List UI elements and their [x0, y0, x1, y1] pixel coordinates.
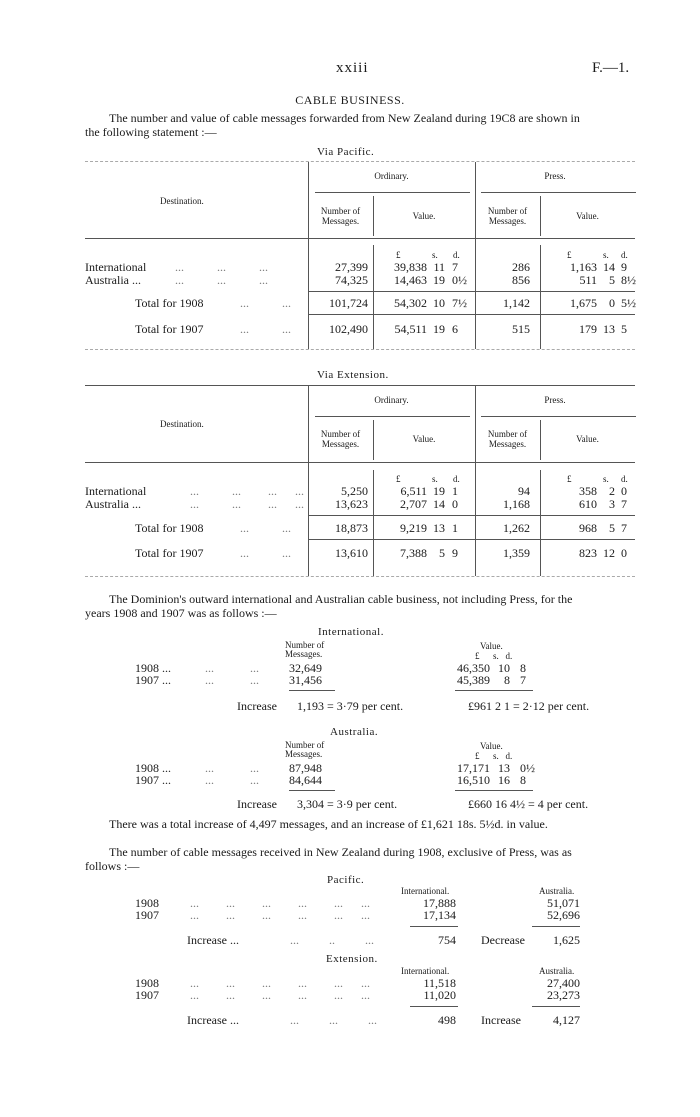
extension-received-heading: Extension.: [326, 953, 378, 965]
press-pence-symbol: d.: [621, 474, 628, 484]
received-line-1: The number of cable messages received in New Zealand during 1908, exclusive of Press, was as: [109, 845, 572, 859]
pacific-received-australia-header: Australia.: [539, 886, 575, 896]
document-reference: F.—1.: [592, 60, 630, 76]
press-pound-symbol: £: [567, 474, 572, 484]
extension-received-increase2-label: Increase: [481, 1013, 521, 1027]
international-increase-value: £961 2 1 = 2·12 per cent.: [468, 699, 590, 713]
ordinary-pound-symbol: £: [396, 474, 401, 484]
ordinary-value-header: Value.: [412, 211, 436, 221]
international-lsd-header: £ s. d.: [475, 651, 513, 661]
press-header: Press.: [544, 171, 566, 181]
australia-increase-value: £660 16 4½ = 4 per cent.: [468, 797, 589, 811]
extension-received-increase-label: Increase ...: [187, 1013, 239, 1027]
ordinary-header: Ordinary.: [374, 171, 409, 181]
press-number-header: Number of Messages.: [487, 206, 528, 226]
international-increase-messages: 1,193 = 3·79 per cent.: [297, 699, 404, 713]
australia-increase-label: Increase: [237, 797, 277, 811]
pacific-received-increase-label: Increase ...: [187, 933, 239, 947]
international-heading: International.: [318, 626, 384, 638]
press-shillings-symbol: s.: [603, 250, 609, 260]
press-pound-symbol: £: [567, 250, 572, 260]
page-title: CABLE BUSINESS.: [295, 93, 405, 107]
total-increase-text: There was a total increase of 4,497 messages, and an increase of £1,621 18s. 5½d. in value.: [109, 817, 548, 831]
press-value-header: Value.: [576, 211, 599, 221]
intro-line-1: The number and value of cable messages forwarded from New Zealand during 19C8 are shown in: [109, 111, 580, 125]
extension-received-international-header: International.: [401, 966, 450, 976]
australia-number-header: Number of Messages.: [285, 740, 325, 759]
international-increase-label: Increase: [237, 699, 277, 713]
page-number: xxiii: [336, 60, 369, 76]
ordinary-number-header: Number of Messages.: [320, 429, 361, 449]
extension-received-increase2-value: 4,127: [553, 1013, 580, 1027]
ordinary-pence-symbol: d.: [453, 474, 460, 484]
received-line-2: follows :—: [85, 859, 140, 873]
press-shillings-symbol: s.: [603, 474, 609, 484]
australia-lsd-header: £ s. d.: [475, 751, 513, 761]
international-value-header: Value.: [480, 641, 503, 651]
extension-heading: Via Extension.: [317, 369, 389, 381]
pacific-received-international-header: International.: [401, 886, 450, 896]
press-pence-symbol: d.: [621, 250, 628, 260]
press-value-header: Value.: [576, 434, 599, 444]
ordinary-pound-symbol: £: [396, 250, 401, 260]
australia-increase-messages: 3,304 = 3·9 per cent.: [297, 797, 398, 811]
ordinary-shillings-symbol: s.: [432, 250, 438, 260]
ordinary-header: Ordinary.: [374, 395, 409, 405]
destination-header: Destination.: [160, 196, 204, 206]
international-number-header: Number of Messages.: [285, 640, 325, 659]
pacific-heading: Via Pacific.: [317, 146, 375, 158]
press-number-header: Number of Messages.: [487, 429, 528, 449]
australia-heading: Australia.: [330, 726, 379, 738]
ordinary-pence-symbol: d.: [453, 250, 460, 260]
ordinary-shillings-symbol: s.: [432, 474, 438, 484]
pacific-received-heading: Pacific.: [327, 874, 365, 886]
pacific-received-decrease-label: Decrease: [481, 933, 525, 947]
extension-received-australia-header: Australia.: [539, 966, 575, 976]
ordinary-number-header: Number of Messages.: [320, 206, 361, 226]
intro-line-2: the following statement :—: [85, 125, 217, 139]
ordinary-value-header: Value.: [412, 434, 436, 444]
dominion-line-1: The Dominion's outward international and Australian cable business, not including Press, for the: [109, 592, 573, 606]
extension-received-increase-value: 498: [438, 1013, 456, 1027]
pacific-received-increase-value: 754: [438, 933, 456, 947]
australia-value-header: Value.: [480, 741, 503, 751]
dominion-line-2: years 1908 and 1907 was as follows :—: [85, 606, 277, 620]
destination-header: Destination.: [160, 419, 204, 429]
press-header: Press.: [544, 395, 566, 405]
pacific-received-decrease-value: 1,625: [553, 933, 580, 947]
